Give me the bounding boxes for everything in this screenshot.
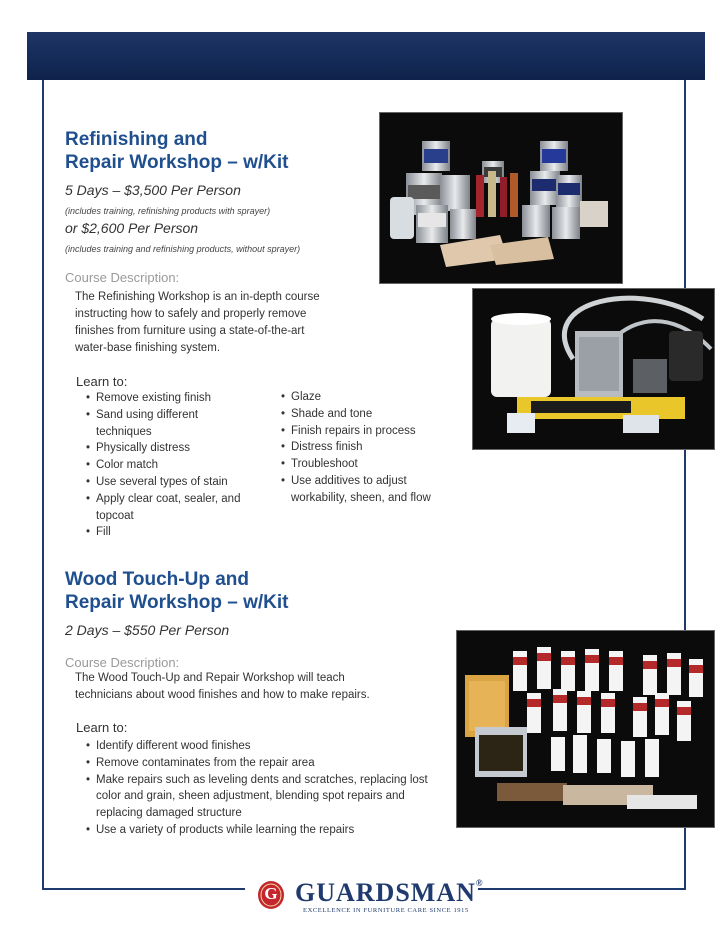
workshop1-price-note: (includes training, refinishing products with sprayer) (65, 206, 271, 216)
workshop1-learn-label: Learn to: (76, 374, 128, 389)
workshop1-price: 5 Days – $3,500 Per Person (65, 182, 241, 198)
workshop1-description-line: instructing how to safely and properly remove (75, 308, 307, 320)
list-item: • Distress finish (281, 439, 441, 456)
refinishing-products-illustration (380, 113, 623, 284)
workshop2-price: 2 Days – $550 Per Person (65, 622, 230, 638)
logo-wordmark (295, 878, 484, 908)
list-item: • Glaze (281, 389, 441, 406)
list-item: • Use additives to adjust workability, sheen, and flow (281, 473, 441, 507)
header-band (27, 32, 705, 80)
workshop2-course-label: Course Description: (65, 655, 180, 670)
workshop1-course-label: Course Description: (65, 270, 180, 285)
frame-bottom-left-rule (42, 888, 245, 890)
registered-mark: ® (475, 878, 484, 888)
workshop1-description (75, 289, 320, 357)
list-item: • Finish repairs in process (281, 423, 441, 440)
workshop1-alt-price-note: (includes training and refinishing products, without sprayer) (65, 244, 301, 254)
workshop2-title-line2: Repair Workshop – w/Kit (65, 592, 289, 613)
workshop2-title (65, 568, 288, 614)
list-item: • Use several types of stain (86, 474, 256, 491)
list-item: • Troubleshoot (281, 456, 441, 473)
workshop1-title (65, 128, 288, 174)
workshop1-title-line2: Repair Workshop – w/Kit (65, 152, 289, 173)
refinishing-products-photo (379, 112, 623, 284)
workshop1-skills-right (281, 389, 441, 507)
spray-system-illustration (473, 289, 715, 450)
workshop1-title-line1: Refinishing and (65, 129, 208, 150)
list-item: • Remove contaminates from the repair area (86, 755, 436, 772)
touchup-kit-illustration (457, 631, 715, 828)
workshop1-skills-left (86, 390, 256, 541)
logo-tagline: EXCELLENCE IN FURNITURE CARE SINCE 1915 (303, 907, 469, 914)
list-item: • Make repairs such as leveling dents and scratches, replacing lost color and grain, sheen adjustment, blending spot repairs and replacing damaged structure (86, 772, 436, 822)
workshop1-description-line: finishes from furniture using a state-of-the-art (75, 325, 305, 337)
workshop2-description-line: The Wood Touch-Up and Repair Workshop will teach (75, 672, 345, 684)
list-item: • Use a variety of products while learning the repairs (86, 822, 436, 839)
workshop1-description-line: The Refinishing Workshop is an in-depth course (75, 291, 320, 303)
workshop2-learn-label: Learn to: (76, 720, 128, 735)
list-item: • Color match (86, 457, 256, 474)
logo-wordmark-text: GUARDSMAN (295, 878, 476, 907)
spray-system-photo (472, 288, 715, 450)
touchup-kit-photo (456, 630, 715, 828)
guardsman-logo (255, 876, 484, 916)
workshop2-title-line1: Wood Touch-Up and (65, 569, 249, 590)
workshop2-skills (86, 738, 436, 839)
workshop2-description-line: technicians about wood finishes and how to make repairs. (75, 689, 370, 701)
logo-badge-letter: G (264, 884, 278, 903)
workshop1-alt-price: or $2,600 Per Person (65, 220, 199, 236)
workshop1-description-line: water-base finishing system. (75, 342, 221, 354)
list-item: • Remove existing finish (86, 390, 256, 407)
list-item: • Apply clear coat, sealer, and topcoat (86, 491, 256, 525)
list-item: • Fill (86, 524, 256, 541)
list-item: • Shade and tone (281, 406, 441, 423)
workshop2-description (75, 670, 370, 704)
list-item: • Sand using different techniques (86, 407, 256, 441)
list-item: • Identify different wood finishes (86, 738, 436, 755)
frame-bottom-right-rule (478, 888, 686, 890)
frame-left-rule (42, 80, 44, 890)
list-item: • Physically distress (86, 440, 256, 457)
